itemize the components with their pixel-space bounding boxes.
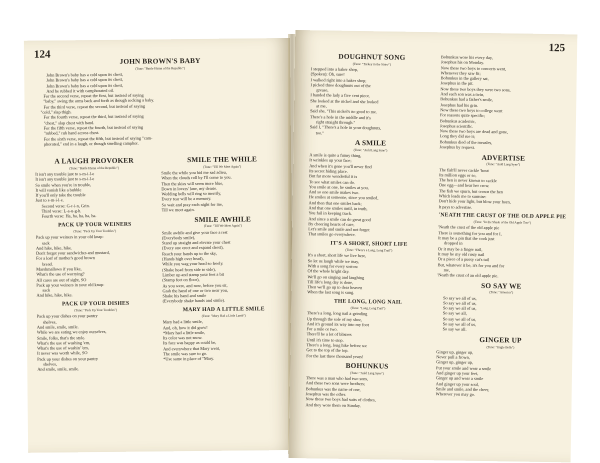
lyric-line: And each son was a twin, xyxy=(440,91,485,98)
lyric-line: 'Neath the crust of the old apple pie xyxy=(438,224,500,231)
song-tune: (Tune: "Auld Lang Syne") xyxy=(486,162,521,167)
lyric-line: Reach your hands up to the sky, xyxy=(162,250,217,257)
song-tune: (Tune: "Mary Had a Little Lamb") xyxy=(201,313,246,319)
song-tune: (Tune: "In the Shade of the Old Apple Tree") xyxy=(473,220,532,226)
lyric-line: Till we meet again. xyxy=(161,207,195,213)
lyric-line: And everywhere that Mary went, xyxy=(163,345,221,352)
lyric-line: And so one smile makes two. xyxy=(308,189,360,196)
lyric-line: Fourth verse: Ha, ha, ha, ha, ha. xyxy=(41,213,97,219)
song-title: PACK UP YOUR DISHES xyxy=(61,300,130,308)
lyric-line: me, xyxy=(443,267,450,273)
lyric-line: Just to s-m-i-l-e. xyxy=(35,197,64,204)
lyric-line: And when it's gone you'll never find xyxy=(309,162,372,169)
lyric-line: Pack up your dishes on your pantry xyxy=(36,313,98,320)
lyric-line: (Spoken): Oh, sure! xyxy=(310,71,345,78)
lyric-line: The hen is never known to cackle xyxy=(438,177,497,184)
lyric-line: Said I, "There's a hole in your doughnuts, xyxy=(309,124,382,131)
lyric-line: grease, xyxy=(316,87,329,93)
lyric-line: Bohunkus academic, xyxy=(439,117,476,124)
left-top-block xyxy=(40,56,281,150)
lyric-line: Up through the sole of my shoe, xyxy=(306,315,363,322)
lyric-line: So say we all. xyxy=(442,326,467,333)
lyric-line: For the fourth verse, repeat the third, but instead of saying xyxy=(43,113,144,120)
lyric-line: "rubbed," rub hand across chest. xyxy=(43,130,100,136)
song-title: BOHUNKUS xyxy=(345,361,389,371)
song-tune: (Tune: "Turkey in the Straw") xyxy=(352,61,391,67)
lyric-line: It never was worth while, SO xyxy=(37,350,88,357)
lyric-line: It will vanish like a bubble xyxy=(35,187,82,193)
song-title: GINGER UP xyxy=(479,335,522,345)
lyric-line: There'll be a lot of blisters xyxy=(306,331,352,338)
lyric-line: Then we'll go up to dear heaven xyxy=(307,284,363,291)
song-title: PACK UP YOUR WEINERS xyxy=(58,221,132,229)
song-block xyxy=(310,52,433,137)
lyric-line: Mary had a little smile, xyxy=(162,319,203,325)
song-title: JOHN BROWN'S BABY xyxy=(119,56,201,66)
lyric-line: (Shake head from side to side), xyxy=(162,266,216,272)
lyric-line: Get to the top of the top. xyxy=(306,347,349,354)
lyric-line: (Stamp feet on floor), xyxy=(162,277,200,283)
lyric-line: For the second verse, repeat the first, but instead of saying xyxy=(43,92,144,99)
lyric-line: Every tear will be a memory. xyxy=(161,196,212,202)
song-title: DOUGHNUT SONG xyxy=(338,52,406,62)
song-title: MARY HAD A LITTLE SMILE xyxy=(182,306,265,314)
lyric-line: I walked right into a baker shop; xyxy=(310,76,367,83)
lyric-line: Limber up and stamp your feet a bit xyxy=(162,271,225,278)
lyric-line: Josephus was the other. xyxy=(305,391,347,397)
song-block xyxy=(35,156,154,219)
lyric-line: *Use same in place of "Mary. xyxy=(163,356,215,362)
lyric-line: 'Neath the crust of an old apple pie. xyxy=(437,272,499,279)
lyric-line: phorated," end in a laugh, or though smelling camphor. xyxy=(43,140,139,147)
lyric-line: Stand up straight and elevate your chest xyxy=(161,239,231,246)
lyric-line: So say we all of us, xyxy=(443,294,477,301)
lyric-line: John Brown's baby has a cold upon its chest, xyxy=(46,77,124,83)
lyric-line: Its secret hiding place. xyxy=(309,168,348,174)
lyric-line: And hike, hike, hike. xyxy=(36,292,73,299)
lyric-line: Wherever you may go. xyxy=(435,391,476,398)
lyric-line: So say we all of us, xyxy=(442,305,477,312)
lyric-line: (Everybody shake hands and smile). xyxy=(162,298,226,304)
lyric-line: All cares are out of sight, SO xyxy=(36,276,87,283)
song-block xyxy=(305,361,428,409)
lyric-line: Pack up your weiners in your old knap- xyxy=(36,281,105,288)
lyric-line: And smile, smile, smile. xyxy=(37,366,80,372)
lyric-line: As you were, and now, before you sit, xyxy=(162,282,228,288)
lyric-line: shelves, xyxy=(43,361,58,367)
song-block xyxy=(437,212,566,279)
lyric-line: And these two sons were brothers; xyxy=(305,380,366,387)
lyric-line: "chest," slap chest with hand. xyxy=(43,119,95,126)
lyric-line: When the clouds roll by I'll come to you. xyxy=(161,174,232,181)
song-tune: (Tune: "Jingle Bells") xyxy=(486,344,515,350)
lyric-line: Never pull a frown, xyxy=(436,354,470,360)
lyric-line: Shake his hand and smile xyxy=(162,292,207,299)
lyric-line: Its million eggs or so, xyxy=(439,172,477,178)
lyric-line: The fish'll never cackle 'bout xyxy=(439,166,489,173)
lyric-line: So wait and pray each night for me, xyxy=(161,201,223,208)
lyric-line: Marshmallows if you like, xyxy=(36,266,82,272)
lyric-line: Till life's long day is done, xyxy=(307,279,354,285)
lyric-line: Ginger up and wear a smile xyxy=(435,375,484,382)
lyric-line: So say we all, xyxy=(442,310,467,317)
lyric-line: And since a smile can do great good xyxy=(308,215,371,222)
song-tune: (Tune: "Pack Up Your Troubles") xyxy=(74,307,117,313)
lyric-line: It may be a pin that the cook just xyxy=(438,235,495,242)
song-tune: (Tune: "Till We Meet Again") xyxy=(203,164,242,169)
lyric-line: For a mile or two. xyxy=(306,326,338,332)
song-tune: (Tune: "America") xyxy=(489,290,514,295)
lyric-line: Its face was happy as could be, xyxy=(163,340,217,346)
song-tune: (Tune: "Pack Up Your Troubles") xyxy=(73,228,117,234)
lyric-line: When the last song is sung. xyxy=(307,289,355,296)
lyric-line: And they wore them on Sunday. xyxy=(305,401,361,408)
lyric-line: right straight through." xyxy=(315,119,356,125)
lyric-line: (Every one erect and expand chest), xyxy=(162,245,224,251)
lyric-line: There is something for you and for I, xyxy=(438,230,502,237)
lyric-line: And he rubbed it with camphorated oil. xyxy=(46,87,115,94)
lyric-line: dropped in xyxy=(443,240,463,247)
song-title: 'NEATH THE CRUST OF THE OLD APPLE PIE xyxy=(438,212,567,221)
lyric-line: Its color was not snow. xyxy=(162,335,203,341)
song-tune: (Tune: "Till We Meet Again") xyxy=(203,223,242,229)
lyric-line: Until it's time to stop. xyxy=(306,336,344,343)
song-tune: (Tune: "Auld Lang Syne") xyxy=(353,147,388,153)
lyric-line: A smile is quite a funny thing, xyxy=(309,152,362,159)
page-number-left: 124 xyxy=(33,48,51,61)
page-number-right: 125 xyxy=(548,42,566,55)
lyric-line: "baby," swing the arms back and forth as though rocking a baby. xyxy=(43,97,155,105)
lyric-line: It pays to advertise. xyxy=(438,203,473,210)
lyric-line: Bohunkus in the gallery sat, xyxy=(440,75,489,82)
song-title: THE LONG, LONG NAIL xyxy=(333,298,403,306)
lyric-line: Bohunkus had a father's smile, xyxy=(440,96,494,103)
lyric-line: For the third verse, repeat the second, but instead of saying xyxy=(43,103,146,110)
lyric-line: And then that one smiles back; xyxy=(308,199,362,206)
lyric-line: Smile and smile, and the cheer, xyxy=(435,386,490,393)
lyric-line: Put your smile and wear a smile xyxy=(436,365,492,371)
lyric-line: There was a man who had two sons, xyxy=(305,375,369,382)
lyric-line: There's a long, long nail a-grinding xyxy=(306,310,368,317)
song-block xyxy=(439,153,568,211)
song-block xyxy=(163,306,286,362)
lyric-line: Whenever they saw fit; xyxy=(440,70,481,76)
lyric-line: For the sixth verse, repeat the fifth, but instead of saying "cam- xyxy=(43,135,153,142)
lyric-line: Pack up your weiners in your old knap- xyxy=(35,234,104,240)
lyric-line: Ginger up, ginger up, xyxy=(436,349,474,355)
lyric-line: Second verse: G-r-i-n, Grin. xyxy=(41,202,90,209)
lyric-line: You smile at one, he smiles at you, xyxy=(308,184,369,190)
lyric-line: Let's smile and smile and not forget xyxy=(308,226,370,233)
right-column-1 xyxy=(305,52,433,412)
song-block xyxy=(440,54,569,151)
lyric-line: And, oh, how it did grow! xyxy=(162,324,208,330)
song-title: SO SAY WE xyxy=(481,281,522,291)
lyric-line: Josephus had his grin. xyxy=(440,101,479,108)
lyric-line: Bohunkus wore his every day, xyxy=(440,54,493,61)
lyric-line: Ginger up, ginger up, xyxy=(436,359,474,366)
song-title: A SMILE xyxy=(354,139,387,148)
lyric-line: Long they did rue it; xyxy=(439,133,476,140)
lyric-line: It isn't any trouble just to s-m-i-l-e xyxy=(35,171,95,177)
lyric-line: While you wag your head so freely. xyxy=(162,261,224,267)
song-title: IT'S A SHORT, SHORT LIFE xyxy=(330,240,408,248)
lyric-line: And that one smiles until, in truth, xyxy=(308,205,368,212)
lyric-line: sack xyxy=(42,287,51,293)
lyric-line: Now these two boys had suits of clothes, xyxy=(305,396,376,403)
song-block xyxy=(306,298,429,360)
lyric-line: *Mary had a little smile, xyxy=(162,329,206,336)
song-block xyxy=(161,155,284,213)
lyric-line: Bohunkus was the name of one, xyxy=(305,385,361,392)
lyric-line: (Hands high over head), xyxy=(162,255,204,262)
left-column-2 xyxy=(161,155,285,365)
lyric-line: What's the use of washin' 'em, xyxy=(37,345,89,351)
lyric-line: Pack up your dishes on your pantry xyxy=(37,355,99,362)
lyric-line: If you'll only take the trouble xyxy=(35,192,86,198)
song-block xyxy=(40,56,281,147)
lyric-line: sack xyxy=(41,240,50,246)
lyric-line: While we are eating we enjoy ourselves, xyxy=(36,329,107,335)
song-tune: (Tune: "Auld Lang Syne") xyxy=(350,370,384,376)
lyric-line: There's a hole in the middle and it's xyxy=(309,113,371,120)
lyric-line: He smiles at someone, since you smiled, xyxy=(308,194,379,201)
lyric-line: The smile was sure to go. xyxy=(163,350,208,357)
right-column-2 xyxy=(436,54,569,402)
lyric-line: bread. xyxy=(42,261,53,267)
lyric-line: For reasons quite specific; xyxy=(440,112,486,119)
lyric-line: So say we all of us, xyxy=(442,321,477,327)
lyric-line: Or a piece of a pussy cat's tail xyxy=(437,256,490,263)
song-block xyxy=(162,215,285,304)
lyric-line: And hike, hike, hike. xyxy=(36,245,73,251)
lyric-line: shelves, xyxy=(42,319,57,325)
lyric-line: It wrinkles up your face; xyxy=(309,157,352,164)
song-tune: (Tune: "There's a Long, Long Trail") xyxy=(345,247,393,253)
lyric-line: So smile when you're in trouble, xyxy=(35,181,92,188)
lyric-line: Wedding bells will ring so merrily, xyxy=(161,190,222,197)
lyric-line: But far more wonderful it is xyxy=(309,173,358,180)
lyric-line: Or it may be a finger nail, xyxy=(437,245,483,252)
lyric-line: Now these two boys they were two sons, xyxy=(440,86,511,93)
lyric-line: at me, xyxy=(316,103,327,109)
lyric-line: It may be my old rusty nail xyxy=(437,251,485,257)
lyric-line: One egg—and hear her crow. xyxy=(438,182,490,189)
lyric-line: To see what smiles can do. xyxy=(308,178,356,185)
lyric-line: Josephus by request. xyxy=(439,144,476,150)
lyric-line: You fail in keeping track. xyxy=(308,210,353,217)
lyric-line: Now these two boys to college went xyxy=(440,107,503,114)
lyric-line: Josephus his on Monday. xyxy=(440,59,485,66)
lyric-line: Of the whole bright day. xyxy=(307,268,350,275)
lyric-line: I stepped into a baker shop, xyxy=(310,66,359,72)
lyric-line: The fish we spurn, but crown the hen xyxy=(438,188,503,195)
lyric-line: Now these two boys to concerts went, xyxy=(440,64,507,71)
song-block xyxy=(437,281,566,334)
lyric-line: But, whatever it be, it's for you and for xyxy=(437,261,505,268)
lyric-line: (Everybody smile), xyxy=(161,234,196,241)
lyric-line: What's the use of worrying? xyxy=(36,271,85,277)
lyric-line: I picked three doughnuts out of the xyxy=(310,82,371,89)
lyric-line: By cheering hearts of care, xyxy=(308,221,355,227)
lyric-line: too." xyxy=(315,129,325,136)
lyric-line: And ginger up your soul, xyxy=(435,380,479,387)
lyric-line: There's a long, long hike before we xyxy=(306,342,368,349)
lyric-line: "cold," slap thigh. xyxy=(40,109,72,115)
lyric-line: Which leads me to surmise: xyxy=(438,193,487,200)
song-block xyxy=(308,138,432,239)
lyric-line: For the fifth verse, repeat the fourth, but instead of saying xyxy=(43,124,144,131)
lyric-line: That smiles go everywhere. xyxy=(308,231,356,238)
lyric-line: I handed the lady a five cent piece. xyxy=(310,92,371,99)
lyric-line: It's a short, short life we live here, xyxy=(307,252,367,259)
lyric-line: And it's ground its way into my foot xyxy=(306,321,370,328)
right-page xyxy=(289,30,578,462)
lyric-line: John Brown's baby has a cold upon its chest, xyxy=(46,82,124,89)
lyric-line: Third verse: L-a-u-g-h. xyxy=(41,208,82,214)
song-tune: (Tune: "Battle Hymn of the Republic") xyxy=(135,65,185,71)
lyric-line: With a song for every sorrow xyxy=(307,263,359,269)
lyric-line: Smile, folks, that's the style. xyxy=(36,334,86,341)
lyric-line: Down in lovers' lane, my dearie. xyxy=(161,185,218,192)
song-tune: (Tune: "Long, Long Trail") xyxy=(350,306,386,311)
song-title: ADVERTISE xyxy=(481,153,526,163)
lyric-line: For a loaf of mother's good brown xyxy=(36,255,95,262)
lyric-line: Don't forget your sandwiches and mustard, xyxy=(36,250,110,256)
song-title: SMILE THE WHILE xyxy=(187,155,258,165)
song-title: SMILE AWHILE xyxy=(194,214,252,224)
lyric-line: Josephus in the pit. xyxy=(440,80,474,87)
song-title: A LAUGH PROVOKER xyxy=(54,156,134,166)
lyric-line: What's the use of washing 'em, xyxy=(36,339,91,346)
lyric-line: And smile, smile, smile. xyxy=(36,324,79,330)
lyric-line: Josephus scientific. xyxy=(439,123,474,129)
lyric-line: So let us laugh while we may, xyxy=(307,257,360,264)
lyric-line: We'll go on singing and laughing xyxy=(307,273,365,280)
song-block xyxy=(36,221,155,298)
lyric-line: Smile awhile and give your face a rest xyxy=(161,229,228,235)
lyric-line: Now these two boys are dead and gone, xyxy=(439,128,509,135)
song-block xyxy=(37,300,156,372)
lyric-line: Don't hide your light, but blow your horn, xyxy=(438,198,511,205)
lyric-line: She looked at the nickel and she looked xyxy=(310,98,379,105)
lyric-line: And ginger up your feet, xyxy=(435,370,479,376)
lyric-line: So say we all of us, xyxy=(442,316,477,322)
lyric-line: Grab the hand of one or two near you, xyxy=(162,287,229,294)
song-block xyxy=(436,335,565,399)
left-page xyxy=(24,38,294,453)
lyric-line: For the last three thousand years! xyxy=(306,352,364,359)
lyric-line: Said she, "This nickel's no good to me. xyxy=(310,108,377,115)
song-tune: (Tune: "Battle Hymn of the Republic") xyxy=(69,165,120,171)
lyric-line: Bohunkus died of the measles, xyxy=(439,139,493,145)
lyric-line: John Brown's baby has a cold upon its chest, xyxy=(46,71,124,78)
lyric-line: So say we all of us, xyxy=(443,300,477,306)
lyric-line: Then the skies will seem more blue, xyxy=(161,180,224,186)
song-block xyxy=(307,240,430,297)
lyric-line: It isn't any trouble just to s-m-i-l-e xyxy=(35,176,95,182)
lyric-line: Smile the while you bid me sad adieu, xyxy=(161,169,227,176)
left-column-1 xyxy=(35,156,155,375)
